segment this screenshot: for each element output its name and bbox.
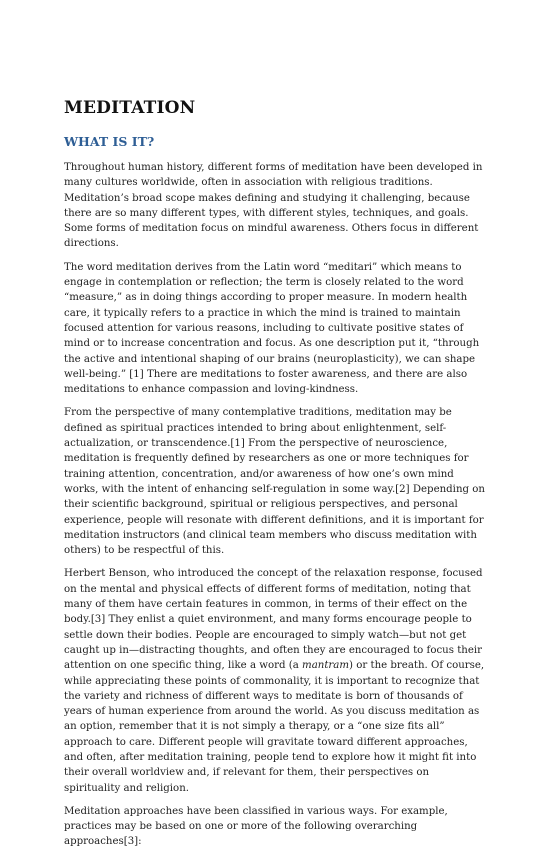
section-heading: WHAT IS IT? — [64, 134, 155, 149]
paragraph-word-meditation: The word meditation derives from the Latin word “meditari” which means to engage in contemplation or reflection; the term is closely related to the word “measure,” as in doing things according to proper measure. In modern health care, it typically refers to a practice in which the mind is trained to maintain focused attention for various reasons, including to cultivate positive states of mind or to increase concentration and focus. As one description put it, “through the active and intentional shaping of our brains (neuroplasticity), we can shape well-being.” [1] There are meditations to foster awareness, and there are also meditations to enhance compassion and loving-kindness. — [64, 261, 480, 396]
mantram-term: mantram — [302, 660, 350, 672]
paragraph-benson — [64, 566, 486, 795]
paragraph-history: Throughout human history, different forms of meditation have been developed in many cultures worldwide, often in association with religious traditions. Meditation’s broad scope makes defining and studying it challenging, because there are so many different types, with different styles, techniques, and goals. Some forms of meditation focus on mindful awareness. Others focus in different directions. — [64, 162, 483, 250]
benson-text-end: ) or the breath. Of course, while appreciating these points of commonality, it is important to recognize that the variety and richness of different ways to meditate is born of thousands of years of human experience from around the world. As you discuss meditation as an option, remember that it is not simply a therapy, or a “one size fits all” approach to care. Different people will gravitate toward different approaches, and often, after meditation training, people tend to explore how it might fit into their overall worldview and, if relevant for them, their perspectives on spirituality and religion. — [64, 660, 485, 794]
document-title: MEDITATION — [64, 98, 196, 118]
paragraph-perspectives: From the perspective of many contemplative traditions, meditation may be defined as spiritual practices intended to bring about enlightenment, self-actualization, or transcendence.[1] From the perspective of neuroscience, meditation is frequently defined by researchers as one or more techniques for training attention, concentration, and/or awareness of how one’s own mind works, with the intent of enhancing self-regulation in some way.[2] Depending on their scientific background, spiritual or religious perspectives, and personal experience, people will resonate with different definitions, and it is important for meditation instructors (and clinical team members who discuss meditation with others) to be respectful of this. — [64, 407, 485, 557]
paragraph-approaches: Meditation approaches have been classified in various ways. For example, practices may be based on one or more of the following overarching approaches[3]: — [64, 805, 448, 848]
benson-text-start: Herbert Benson, who introduced the concept of the relaxation response, focused on the mental and physical effects of different forms of meditation, noting that many of them have certain features in common, in terms of their effect on the body.[3] They enlist a quiet environment, and many forms encourage people to settle down their bodies. People are encouraged to simply watch—but not get caught up in—distracting thoughts, and often they are encouraged to focus their attention on one specific thing, like a word (a — [64, 568, 483, 672]
